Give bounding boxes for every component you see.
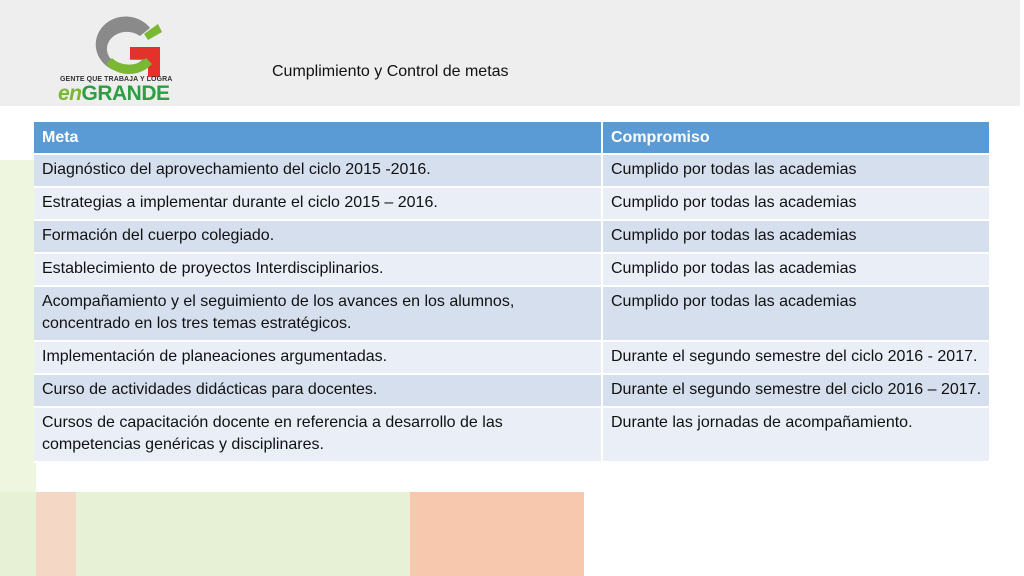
logo-tagline: GENTE QUE TRABAJA Y LOGRA — [60, 76, 173, 83]
table-row — [34, 254, 991, 287]
meta-cell: Estrategias a implementar durante el ciclo 2015 – 2016. — [34, 188, 603, 221]
table-row — [34, 188, 991, 221]
compromiso-cell: Durante el segundo semestre del ciclo 2016 – 2017. — [603, 375, 991, 408]
table-header-row — [34, 122, 991, 155]
g-letter-logo-icon — [86, 14, 168, 80]
meta-cell: Cursos de capacitación docente en referencia a desarrollo de las competencias genéricas y disciplinares. — [34, 408, 603, 463]
meta-cell: Acompañamiento y el seguimiento de los avances en los alumnos, concentrado en los tres temas estratégicos. — [34, 287, 603, 342]
table-row — [34, 221, 991, 254]
table-row — [34, 287, 991, 342]
meta-cell: Curso de actividades didácticas para docentes. — [34, 375, 603, 408]
compromiso-cell: Cumplido por todas las academias — [603, 221, 991, 254]
decorative-green-panel — [0, 160, 36, 540]
logo-word-grande: GRANDE — [81, 82, 170, 105]
compromiso-cell: Durante el segundo semestre del ciclo 2016 - 2017. — [603, 342, 991, 375]
table-row — [34, 375, 991, 408]
column-header-meta: Meta — [34, 122, 603, 155]
compromiso-cell: Cumplido por todas las academias — [603, 287, 991, 342]
compromiso-cell: Cumplido por todas las academias — [603, 155, 991, 188]
compromiso-cell: Cumplido por todas las academias — [603, 188, 991, 221]
goals-table — [34, 122, 991, 463]
table-row — [34, 342, 991, 375]
decorative-peach-strip — [36, 492, 76, 576]
compromiso-cell: Durante las jornadas de acompañamiento. — [603, 408, 991, 463]
meta-cell: Formación del cuerpo colegiado. — [34, 221, 603, 254]
meta-cell: Implementación de planeaciones argumentadas. — [34, 342, 603, 375]
meta-cell: Diagnóstico del aprovechamiento del ciclo 2015 -2016. — [34, 155, 603, 188]
logo-word-en: en — [58, 82, 82, 105]
table-row — [34, 408, 991, 463]
compromiso-cell: Cumplido por todas las academias — [603, 254, 991, 287]
decorative-peach-block — [410, 492, 584, 576]
table-row — [34, 155, 991, 188]
page-title: Cumplimiento y Control de metas — [272, 63, 509, 80]
company-logo — [56, 14, 206, 105]
column-header-compromiso: Compromiso — [603, 122, 991, 155]
logo-wordmark — [58, 82, 170, 106]
meta-cell: Establecimiento de proyectos Interdisciplinarios. — [34, 254, 603, 287]
